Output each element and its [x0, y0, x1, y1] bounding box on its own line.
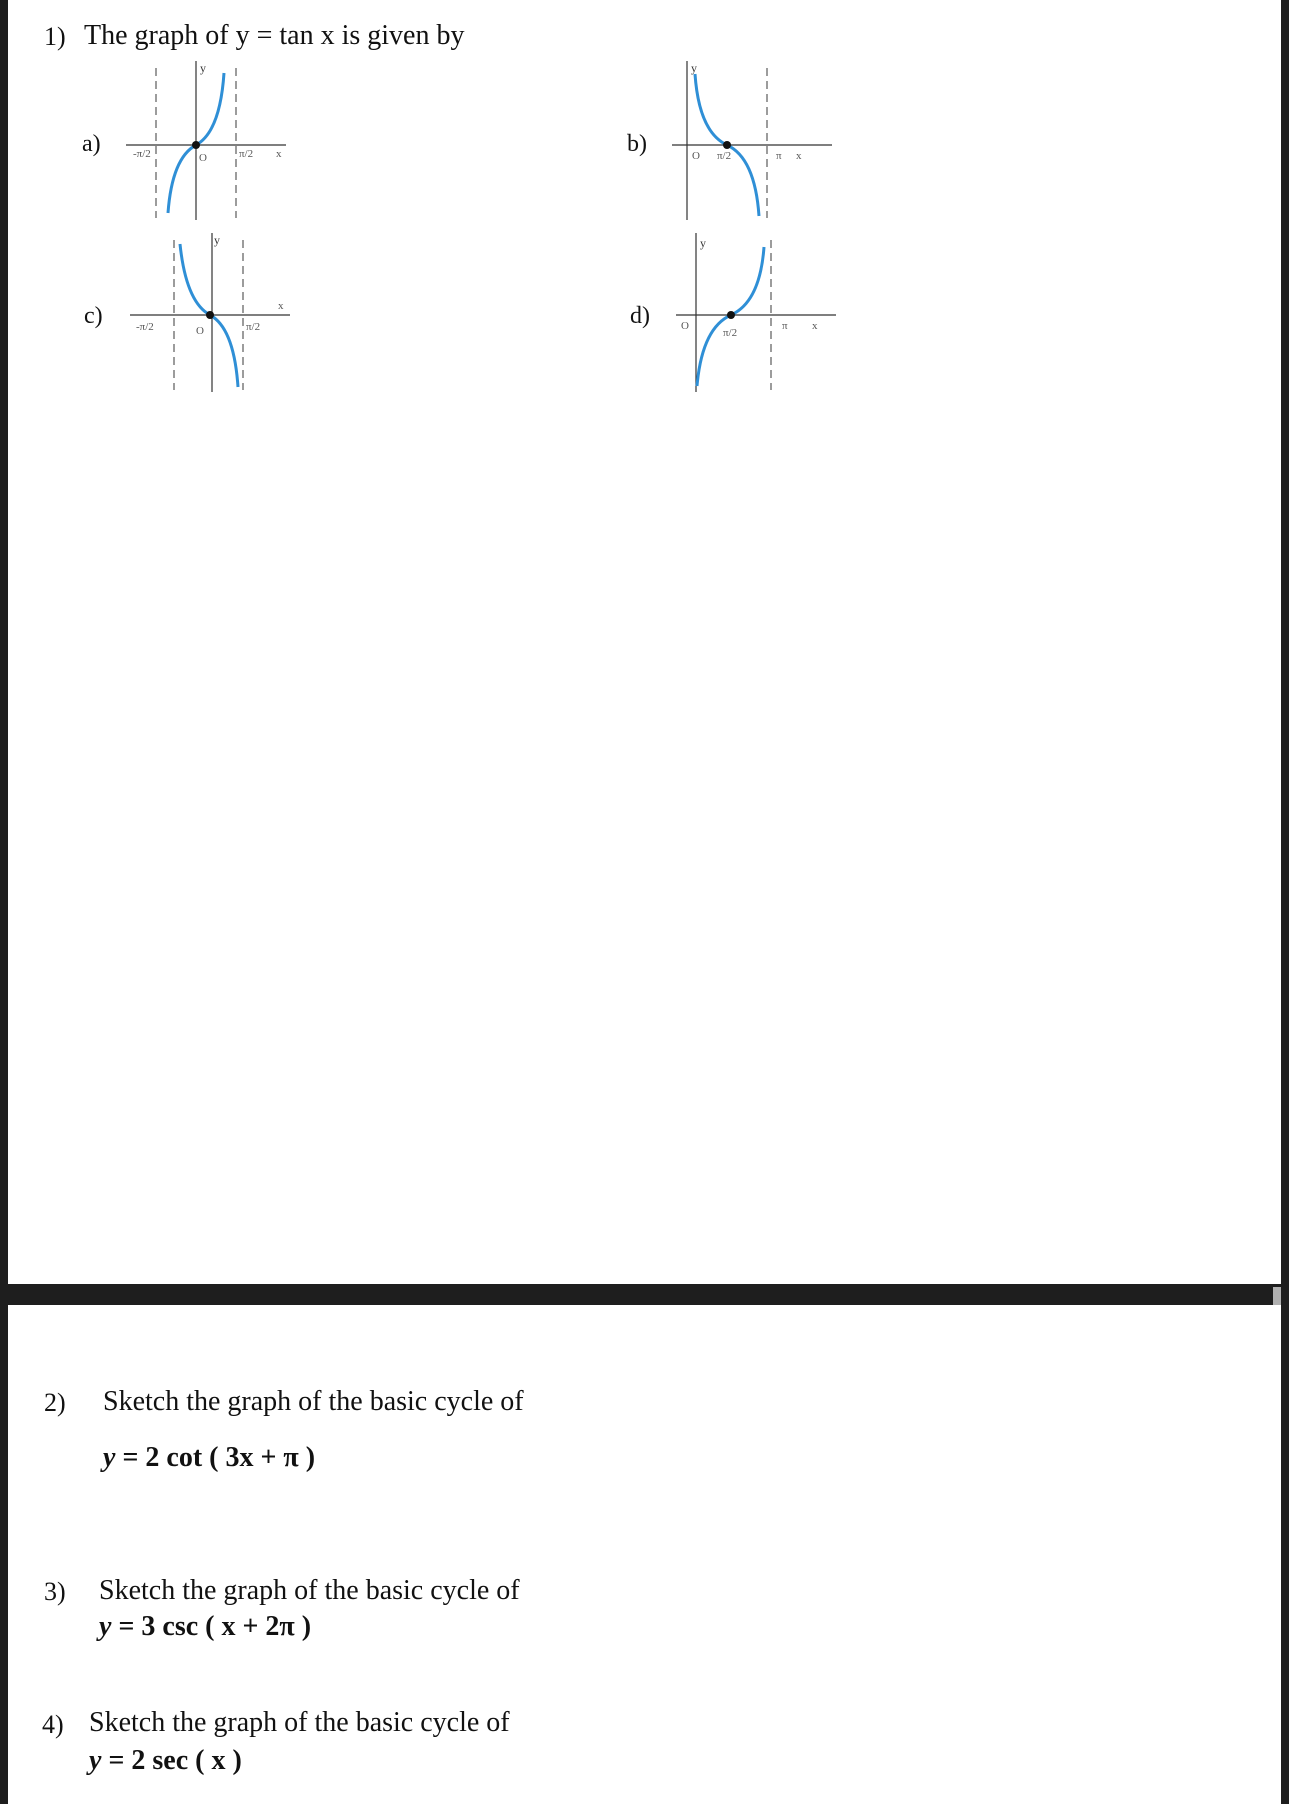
tick-label-pi-2: π/2 — [239, 148, 254, 160]
q3-number: 3) — [44, 1577, 66, 1606]
option-c-label: c) — [84, 303, 103, 329]
q3-eq-rhs: = 3 csc ( x + 2π ) — [118, 1611, 312, 1642]
tick-label-o: O — [681, 320, 689, 332]
q4-eq-lhs: y — [89, 1745, 102, 1776]
q1-number: 1) — [44, 22, 66, 51]
midpoint-point — [727, 311, 735, 319]
tick-label-pi-2: π/2 — [723, 327, 738, 339]
q2-eq-rhs: = 2 cot ( 3x + π ) — [122, 1442, 316, 1473]
option-a-label: a) — [82, 131, 101, 157]
q4-number: 4) — [42, 1710, 64, 1739]
tick-label-x: x — [276, 148, 282, 160]
axis-label-y: y — [200, 61, 206, 75]
q1-prompt: The graph of y = tan x is given by — [84, 20, 465, 51]
option-d-label: d) — [630, 303, 650, 329]
q2-equation — [103, 1442, 315, 1474]
q2-eq-lhs: y — [103, 1442, 116, 1473]
q3-equation — [99, 1611, 311, 1643]
tick-label-o: O — [692, 150, 700, 162]
tick-label-pi-2: π/2 — [717, 150, 732, 162]
option-d-graph — [676, 230, 836, 392]
tick-label-x: x — [812, 320, 818, 332]
tick-label-neg-pi-2: -π/2 — [136, 321, 154, 333]
q2-prompt: Sketch the graph of the basic cycle of — [103, 1386, 524, 1417]
page-1 — [8, 0, 1281, 1284]
option-a-graph — [126, 58, 286, 220]
q3-prompt: Sketch the graph of the basic cycle of — [99, 1575, 520, 1606]
tick-label-x: x — [796, 150, 802, 162]
page-scrollbar-thumb[interactable] — [1273, 1287, 1281, 1305]
tick-label-neg-pi-2: -π/2 — [133, 148, 151, 160]
tick-label-x: x — [278, 300, 284, 312]
page-2 — [8, 1305, 1281, 1804]
tick-label-o: O — [199, 152, 207, 164]
option-c-graph — [130, 230, 290, 392]
tick-label-pi-2: π/2 — [246, 321, 261, 333]
origin-point — [192, 141, 200, 149]
axis-label-y: y — [691, 61, 697, 75]
q4-prompt: Sketch the graph of the basic cycle of — [89, 1707, 510, 1738]
tick-label-pi: π — [782, 320, 788, 332]
midpoint-point — [723, 141, 731, 149]
axis-label-y: y — [214, 233, 220, 247]
axis-label-y: y — [700, 236, 706, 250]
origin-point — [206, 311, 214, 319]
q4-eq-rhs: = 2 sec ( x ) — [108, 1745, 242, 1776]
option-b-label: b) — [627, 131, 647, 157]
q3-eq-lhs: y — [99, 1611, 112, 1642]
q4-equation — [89, 1745, 242, 1777]
tick-label-o: O — [196, 325, 204, 337]
q2-number: 2) — [44, 1388, 66, 1417]
tick-label-pi: π — [776, 150, 782, 162]
option-b-graph — [672, 58, 832, 220]
